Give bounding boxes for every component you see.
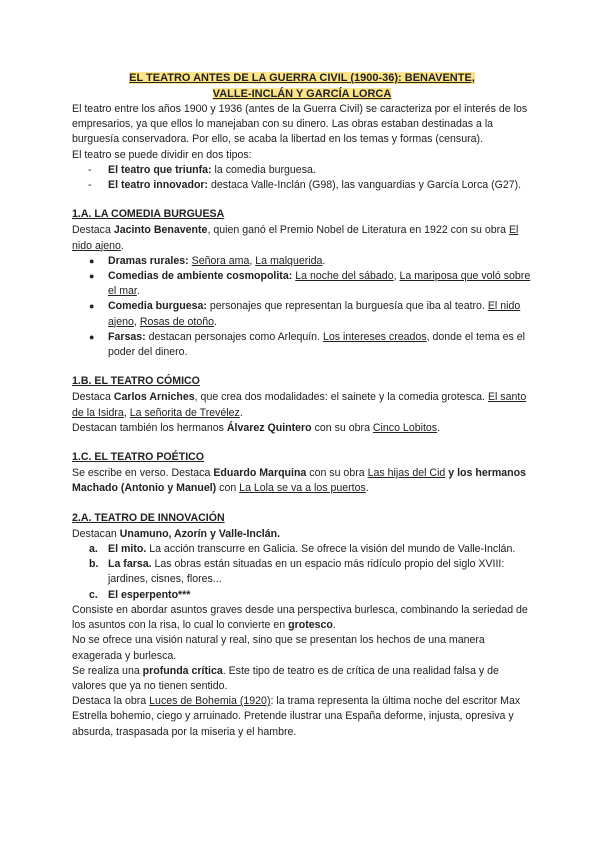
text: Destacan — [72, 527, 120, 540]
esperpento-paragraph-1 — [72, 603, 532, 633]
keyword: profunda crítica — [142, 664, 223, 677]
text: Consiste en abordar asuntos graves desde una perspectiva burlesca, combinando la seriedad de los asuntos con la risa, lo cual lo convierte en — [72, 603, 528, 632]
intro-paragraph: El teatro entre los años 1900 y 1936 (antes de la Guerra Civil) se caracteriza por el interés de los empresarios, ya que ellos lo manejaban con su dinero. Las obras estaban destinadas a la burguesía conservadora. Por ello, se acaba la libertad en los temas y formas (censura). — [72, 103, 528, 146]
text: . — [365, 482, 369, 495]
work-title: La malquerida — [255, 254, 323, 267]
bullet-marker: ● — [89, 331, 95, 342]
text: Destaca — [72, 224, 114, 237]
text: . — [332, 619, 336, 632]
intro-divide: El teatro se puede dividir en dos tipos: — [72, 148, 252, 161]
item-label: La farsa. — [108, 558, 152, 571]
author-name: Carlos Arniches — [113, 391, 195, 404]
text: destacan personajes como Arlequín. — [145, 330, 323, 343]
text: con su obra — [306, 467, 368, 480]
bullet-marker: ● — [89, 301, 95, 312]
list-item — [72, 557, 532, 587]
item-label: Comedia burguesa: — [108, 300, 207, 313]
item-label: Farsas: — [108, 330, 146, 343]
esperpento-paragraph-3 — [72, 664, 532, 694]
work-title: El nido ajeno — [108, 300, 521, 328]
keyword: grotesco — [288, 619, 333, 632]
list-item — [72, 254, 532, 269]
section-heading-1c: 1.C. EL TEATRO POÉTICO — [72, 451, 205, 464]
alpha-marker: c. — [89, 588, 98, 601]
comedia-bullet-list — [72, 254, 532, 360]
bullet-marker: ● — [89, 255, 95, 266]
item-text: destaca Valle-Inclán (G98), las vanguardias y García Lorca (G27). — [208, 179, 522, 192]
item-text: La acción transcurre en Galicia. Se ofrece la visión del mundo de Valle-Inclán. — [146, 543, 516, 556]
work-title: Señora ama — [191, 254, 250, 267]
text: , — [133, 315, 140, 328]
section-1b-paragraph-2 — [72, 421, 532, 436]
dash-marker: - — [88, 179, 92, 192]
text: personajes que representan la burguesía que iba al teatro. — [206, 300, 488, 313]
work-title: Las hijas del Cid — [367, 467, 446, 480]
work-title: Cinco Lobitos — [372, 421, 438, 434]
esperpento-paragraph-2: No se ofrece una visión natural y real, sino que se presentan los hechos de una manera exagerada y burlesca. — [72, 634, 485, 662]
text: con — [216, 482, 240, 495]
item-label: El teatro innovador: — [108, 179, 209, 192]
section-1c-paragraph — [72, 466, 532, 496]
text: , donde el tema es el poder del dinero. — [108, 330, 525, 359]
work-title: Rosas de otoño — [139, 315, 215, 328]
list-item — [72, 269, 532, 299]
text: . — [239, 406, 243, 419]
work-title: El santo de la Isidra — [72, 391, 527, 419]
list-item — [72, 299, 532, 329]
text: . — [322, 254, 326, 267]
item-text: la comedia burguesa. — [211, 163, 316, 176]
work-title: La mariposa que voló sobre el mar — [108, 270, 531, 298]
text: . — [437, 421, 441, 434]
work-title: Los intereses creados — [322, 330, 427, 343]
item-label: Comedias de ambiente cosmopolita: — [108, 270, 293, 283]
author-name: Jacinto Benavente — [113, 224, 208, 237]
list-item — [72, 588, 532, 603]
work-title: Luces de Bohemia (1920) — [149, 695, 271, 708]
bullet-marker: ● — [89, 271, 95, 282]
teatro-types-list — [72, 163, 532, 193]
title-line-1: EL TEATRO ANTES DE LA GUERRA CIVIL (1900-36): BENAVENTE, — [129, 72, 475, 84]
dash-marker: - — [88, 163, 92, 176]
author-names: Unamuno, Azorín y Valle-Inclán. — [119, 527, 281, 540]
text: : la trama representa la última noche del escritor Max Estrella bohemio, ciego y arruinado. Pretende ilustrar una España deforme, injusta, opresiva y absurda, traspasada por la miseria y el hambre. — [72, 695, 521, 738]
text: . — [120, 239, 124, 252]
item-label: El teatro que triunfa: — [108, 163, 212, 176]
alpha-marker: a. — [89, 543, 98, 556]
conjunction: y — [448, 467, 455, 480]
alpha-marker: b. — [89, 558, 99, 571]
text: , — [249, 254, 256, 267]
author-name: Eduardo Marquina — [213, 467, 307, 480]
list-item — [72, 163, 532, 178]
text: . — [214, 315, 217, 328]
item-label: Dramas rurales: — [108, 254, 189, 267]
list-item — [72, 542, 532, 557]
text: Se escribe en verso. Destaca — [72, 467, 214, 480]
text: con su obra — [311, 421, 373, 434]
title-line-2: VALLE-INCLÁN Y GARCÍA LORCA — [212, 87, 392, 100]
author-name: Álvarez Quintero — [226, 421, 312, 434]
work-title: La Lola se va a los puertos — [239, 482, 366, 495]
item-label: El esperpento*** — [108, 588, 191, 601]
text: , — [123, 406, 130, 419]
work-title: El nido ajeno — [72, 224, 519, 252]
text: , que crea dos modalidades: el sainete y la comedia grotesca. — [194, 391, 488, 404]
section-1a-paragraph — [72, 223, 532, 253]
section-1b-paragraph-1 — [72, 390, 532, 420]
list-item — [72, 178, 532, 193]
section-2a-intro — [72, 527, 532, 542]
text: . — [136, 285, 140, 298]
text: , quien ganó el Premio Nobel de Literatura en 1922 con su obra — [207, 224, 509, 237]
esperpento-paragraph-4 — [72, 694, 532, 740]
text: , — [393, 270, 400, 283]
item-text: Las obras están situadas en un espacio más ridículo propio del siglo XVIII: jardines, cisnes, flores... — [108, 558, 505, 586]
work-title: La señorita de Trevélez — [129, 406, 240, 419]
text: Se realiza una — [72, 664, 143, 677]
page-title — [72, 71, 532, 102]
text: Destaca la obra — [72, 695, 150, 708]
author-name: los hermanos Machado (Antonio y Manuel) — [72, 467, 526, 495]
work-title: La noche del sábado — [295, 270, 394, 283]
section-heading-1b: 1.B. EL TEATRO CÓMICO — [72, 375, 200, 388]
section-heading-1a: 1.A. LA COMEDIA BURGUESA — [72, 208, 225, 221]
item-label: El mito. — [108, 543, 147, 556]
list-item — [72, 330, 532, 360]
text: . Este tipo de teatro es de crítica de una realidad falsa y de valores que ya no tienen sentido. — [72, 664, 499, 692]
section-heading-2a: 2.A. TEATRO DE INNOVACIÓN — [72, 511, 225, 524]
document-content — [72, 71, 532, 740]
text: Destacan también los hermanos — [72, 421, 227, 434]
text: Destaca — [72, 391, 114, 404]
innovacion-list — [72, 542, 532, 603]
